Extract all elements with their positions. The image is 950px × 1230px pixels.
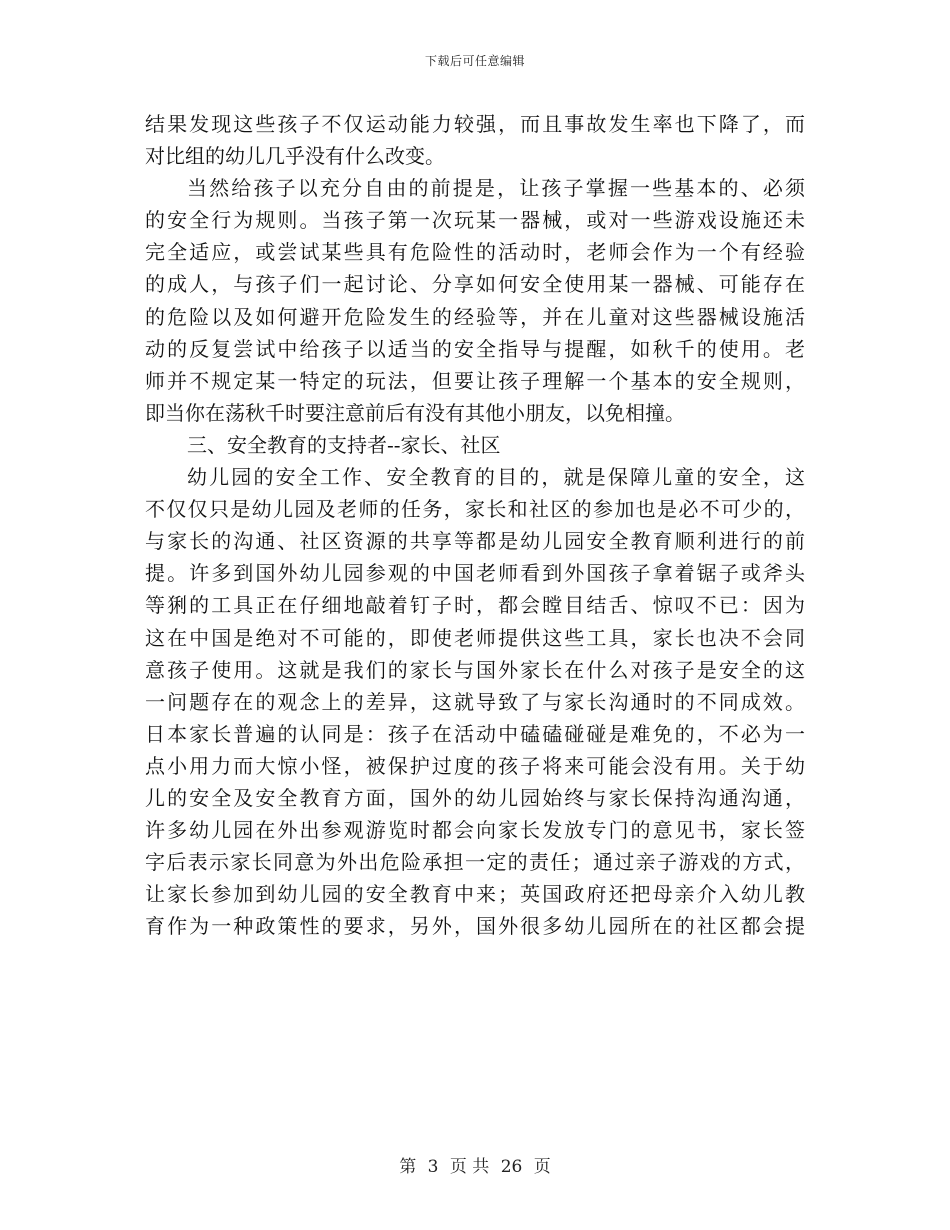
text-line: 许多幼儿园在外出参观游览时都会向家长发放专门的意见书，家长签 xyxy=(145,818,805,843)
text-line: 动的反复尝试中给孩子以适当的安全指导与提醒，如秋千的使用。老 xyxy=(145,336,805,361)
page-footer xyxy=(0,1152,950,1177)
text-line: 这在中国是绝对不可能的，即使老师提供这些工具，家长也决不会同 xyxy=(145,625,805,650)
total-page-count: 26 xyxy=(500,1157,523,1177)
text-line: 的危险以及如何避开危险发生的经验等，并在儿童对这些器械设施活 xyxy=(145,304,805,329)
text-line: 的成人，与孩子们一起讨论、分享如何安全使用某一器械、可能存在 xyxy=(145,272,805,297)
document-body xyxy=(145,108,805,942)
text-line: 的安全行为规则。当孩子第一次玩某一器械，或对一些游戏设施还未 xyxy=(145,208,805,233)
text-line: 儿的安全及安全教育方面，国外的幼儿园始终与家长保持沟通沟通， xyxy=(145,785,805,810)
text-line: 当然给孩子以充分自由的前提是，让孩子掌握一些基本的、必须 xyxy=(187,176,805,201)
text-line: 育作为一种政策性的要求，另外，国外很多幼儿园所在的社区都会提 xyxy=(145,914,805,939)
text-line: 让家长参加到幼儿园的安全教育中来；英国政府还把母亲介入幼儿教 xyxy=(145,882,805,907)
text-line: 不仅仅只是幼儿园及老师的任务，家长和社区的参加也是必不可少的， xyxy=(145,497,805,522)
text-line: 提。许多到国外幼儿园参观的中国老师看到外国孩子拿着锯子或斧头 xyxy=(145,561,805,586)
text-line: 等猁的工具正在仔细地敲着钉子时，都会瞠目结舌、惊叹不已：因为 xyxy=(145,593,805,618)
text-line: 完全适应，或尝试某些具有危险性的活动时，老师会作为一个有经验 xyxy=(145,240,805,265)
text-line: 日本家长普遍的认同是：孩子在活动中磕磕碰碰是难免的，不必为一 xyxy=(145,721,805,746)
page-label-prefix: 第 xyxy=(399,1157,417,1177)
current-page-number: 3 xyxy=(427,1157,439,1177)
page-header: 下载后可任意编辑 xyxy=(424,54,525,68)
page-label-middle: 页 共 xyxy=(449,1157,490,1177)
text-line: 点小用力而大惊小怪，被保护过度的孩子将来可能会没有用。关于幼 xyxy=(145,753,805,778)
text-line: 结果发现这些孩子不仅运动能力较强，而且事故发生率也下降了，而 xyxy=(145,112,805,136)
text-line: 师并不规定某一特定的玩法，但要让孩子理解一个基本的安全规则， xyxy=(145,368,805,393)
text-line: 对比组的幼儿几乎没有什么改变。 xyxy=(145,144,445,169)
text-line: 即当你在荡秋千时要注意前后有没有其他小朋友，以免相撞。 xyxy=(145,400,685,425)
text-line: 幼儿园的安全工作、安全教育的目的，就是保障儿童的安全，这 xyxy=(187,465,805,490)
text-line: 一问题存在的观念上的差异，这就导致了与家长沟通时的不同成效。 xyxy=(145,689,805,714)
page-label-suffix: 页 xyxy=(533,1157,551,1177)
text-line: 字后表示家长同意为外出危险承担一定的责任；通过亲子游戏的方式， xyxy=(145,850,805,875)
section-heading: 三、安全教育的支持者--家长、社区 xyxy=(187,432,501,457)
text-line: 意孩子使用。这就是我们的家长与国外家长在什么对孩子是安全的这 xyxy=(145,657,805,682)
text-line: 与家长的沟通、社区资源的共享等都是幼儿园安全教育顺利进行的前 xyxy=(145,529,805,554)
